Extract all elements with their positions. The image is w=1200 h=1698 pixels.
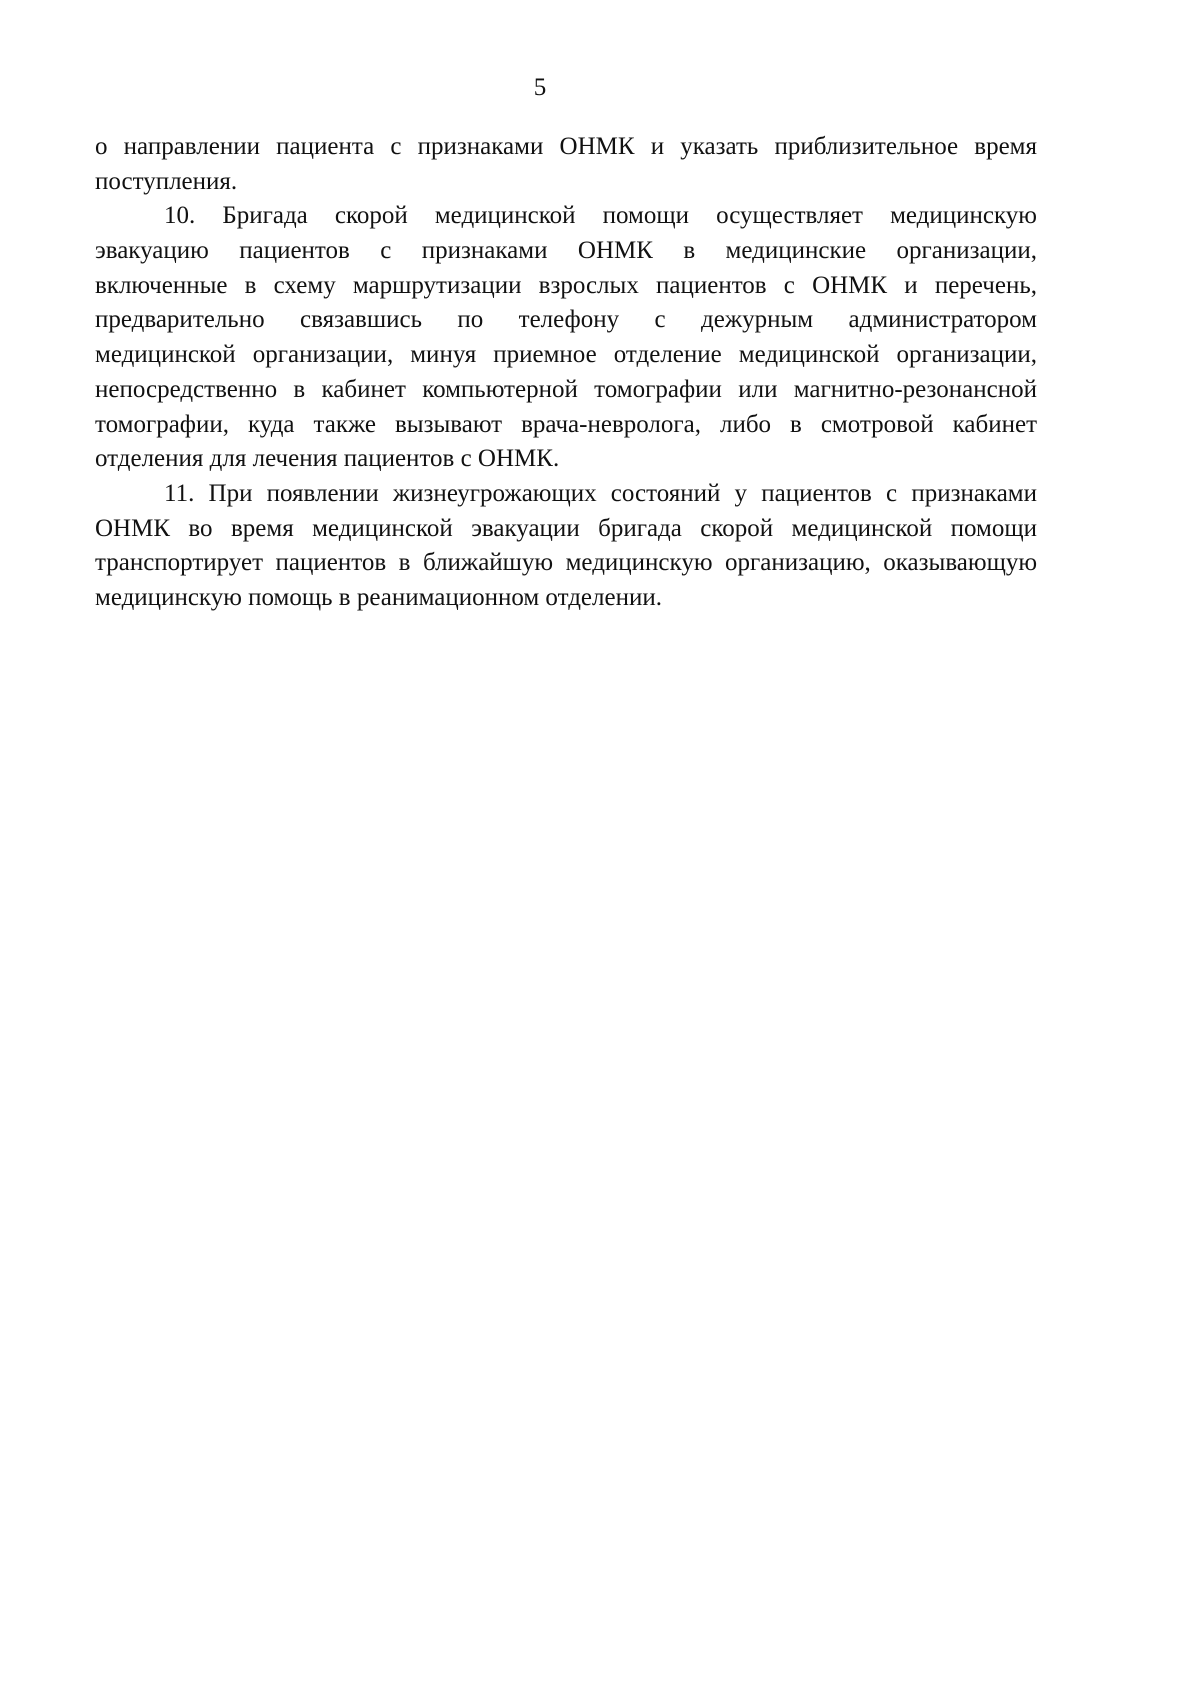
- text-line: транспортирует пациентов в ближайшую медицинскую организацию, оказывающую: [95, 549, 1037, 577]
- text-line: отделения для лечения пациентов с ОНМК.: [95, 445, 560, 473]
- text-line: эвакуацию пациентов с признаками ОНМК в медицинские организации,: [95, 237, 1037, 265]
- text-line: медицинской организации, минуя приемное отделение медицинской организации,: [95, 341, 1037, 369]
- page-number: 5: [533, 74, 547, 101]
- text-line: медицинскую помощь в реанимационном отделении.: [95, 583, 662, 611]
- document-body: [95, 130, 1037, 616]
- text-line: непосредственно в кабинет компьютерной томографии или магнитно-резонансной: [95, 375, 1037, 403]
- text-line: ОНМК во время медицинской эвакуации бригада скорой медицинской помощи: [95, 514, 1037, 542]
- text-line: предварительно связавшись по телефону с дежурным администратором: [95, 306, 1037, 334]
- text-line: 10. Бригада скорой медицинской помощи осуществляет медицинскую: [164, 202, 1037, 230]
- text-line: о направлении пациента с признаками ОНМК и указать приблизительное время: [95, 133, 1037, 160]
- paragraph-10: [95, 199, 1037, 477]
- text-line: 11. При появлении жизнеугрожающих состояний у пациентов с признаками: [164, 479, 1037, 507]
- paragraph-11: [95, 477, 1037, 616]
- text-line: включенные в схему маршрутизации взрослых пациентов с ОНМК и перечень,: [95, 271, 1037, 299]
- paragraph-continuation: [95, 130, 1037, 199]
- text-line: томографии, куда также вызывают врача-невролога, либо в смотровой кабинет: [95, 410, 1037, 438]
- text-line: поступления.: [95, 167, 238, 195]
